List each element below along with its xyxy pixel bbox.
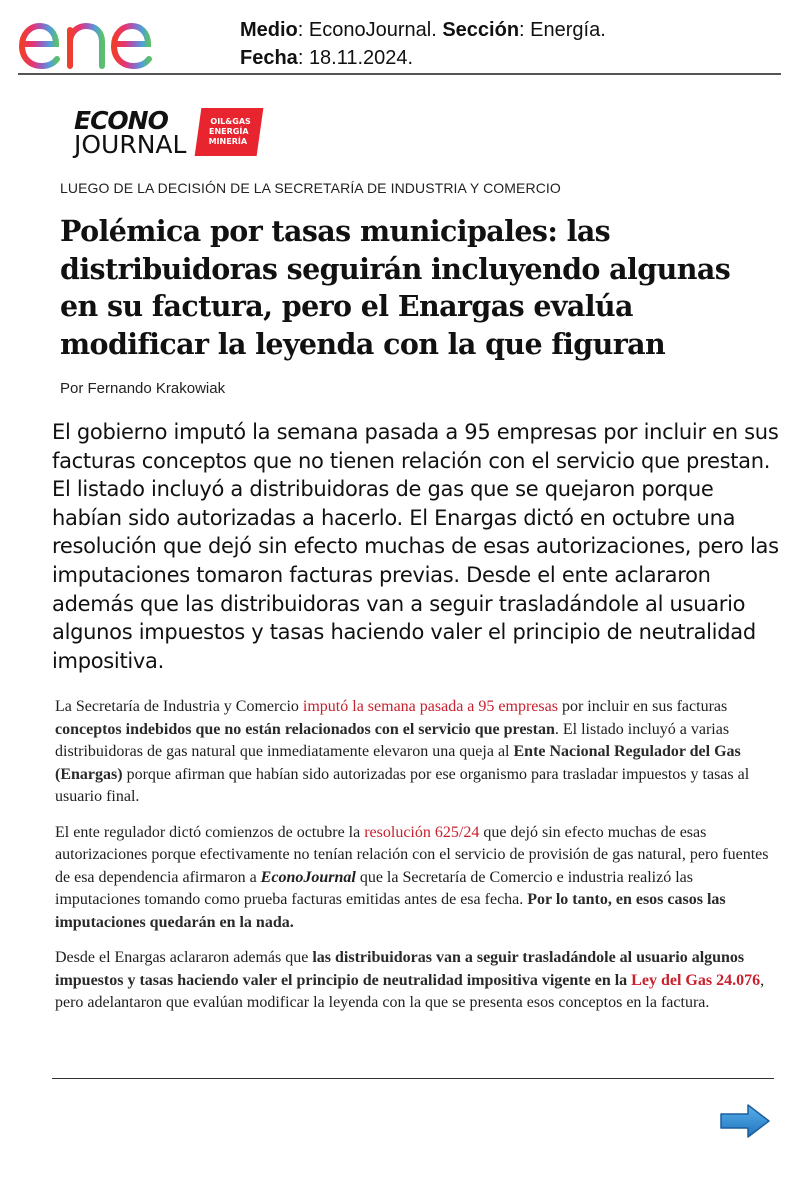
ley-gas-link[interactable]: Ley del Gas 24.076 [631, 971, 761, 989]
body-paragraph-3 [55, 947, 775, 1015]
resolucion-link[interactable]: resolución 625/24 [364, 823, 480, 841]
p1-text-3: . El listado incluyó a varias distribuidoras de gas natural que inmediatamente elevaron una queja al [55, 720, 730, 760]
p2-text-1: El ente regulador dictó comienzos de octubre la [55, 823, 365, 841]
article-body [55, 696, 775, 1028]
logo-sector-badge [195, 108, 264, 156]
seccion-value: Energía. [530, 19, 606, 41]
p1-bold-2: Ente Nacional Regulador del Gas (Enargas) [55, 743, 741, 783]
article-summary: El gobierno imputó la semana pasada a 95 empresas por incluir en sus facturas conceptos que no tienen relación con el servicio que prestan. El listado incluyó a distribuidoras de gas que se quejaron porque habían sido autorizadas a hacerlo. El Enargas dictó en octubre una resolución que dejó sin efecto muchas de esas autorizaciones, pero las imputaciones tomaron facturas previas. Desde el ente aclararon además que las distribuidoras van a seguir trasladándole al usuario algunos impuestos y tasas haciendo valer el principio de neutralidad impositiva. [52, 420, 779, 673]
p1-text-2: por incluir en sus facturas [557, 698, 728, 715]
badge-line-energia: ENERGÍA [209, 127, 249, 136]
article-metadata [240, 16, 606, 72]
footer-divider [52, 1078, 774, 1079]
header-divider [18, 73, 781, 75]
badge-line-mineria: MINERÍA [208, 137, 247, 146]
p1-bold-1: conceptos indebidos que no están relacionados con el servicio que prestan [55, 720, 555, 738]
fecha-line: Fecha: 18.11.2024. [240, 47, 414, 69]
p3-text-1: Desde el Enargas aclararon además que [55, 949, 313, 966]
article-byline: Por Fernando Krakowiak [60, 380, 226, 397]
p2-italic-econojournal: EconoJournal [260, 868, 356, 886]
medio-value: EconoJournal. [308, 19, 437, 41]
seccion-label: Sección [442, 19, 520, 41]
medio-label: Medio [240, 19, 298, 41]
imputo-link[interactable]: imputó la semana pasada a 95 empresas [302, 698, 558, 715]
article-kicker: LUEGO DE LA DECISIÓN DE LA SECRETARÍA DE INDUSTRIA Y COMERCIO [60, 180, 561, 196]
badge-line-oilgas: OIL&GAS [210, 117, 251, 126]
logo-journal-text: JOURNAL [74, 130, 187, 159]
logo-econo-text: ECONO [74, 106, 168, 135]
body-paragraph-2 [55, 822, 775, 935]
article-title: Polémica por tasas municipales: las distribuidoras seguirán incluyendo algunas en su factura, pero el Enargas evalúa modificar la leyenda con la que figuran [60, 214, 731, 361]
p2-bold-1: Por lo tanto, en esos casos las imputaciones quedarán en la nada. [55, 891, 726, 931]
p3-bold-1: las distribuidoras van a seguir trasladándole al usuario algunos impuestos y tasas haciendo valer el principio de neutralidad impositiva vigente en la [55, 949, 745, 989]
p2-text-2: que dejó sin efecto muchas de esas autorizaciones porque efectivamente no tenían relación con el servicio de provisión de gas natural, pero fuentes de esa dependencia afirmaron a [55, 823, 769, 886]
medio-line: Medio: EconoJournal. Sección: Energía. [240, 19, 606, 41]
p2-text-3: que la Secretaría de Comercio e industria realizó las imputaciones tomando como prueba facturas emitidas antes de esa fecha. [55, 868, 693, 908]
right-arrow-icon[interactable] [718, 1102, 772, 1140]
enel-logo [18, 8, 192, 70]
fecha-value: 18.11.2024. [308, 47, 414, 69]
p1-text-4: porque afirman que habían sido autorizadas por ese organismo para trasladar impuestos y tasas al usuario final. [55, 765, 750, 805]
p3-text-2: , pero adelantaron que evalúan modificar la leyenda con la que se presenta esos conceptos en la factura. [55, 971, 765, 1011]
p1-text-1: La Secretaría de Industria y Comercio [55, 698, 303, 715]
body-paragraph-1 [55, 696, 775, 809]
fecha-label: Fecha [240, 47, 298, 69]
